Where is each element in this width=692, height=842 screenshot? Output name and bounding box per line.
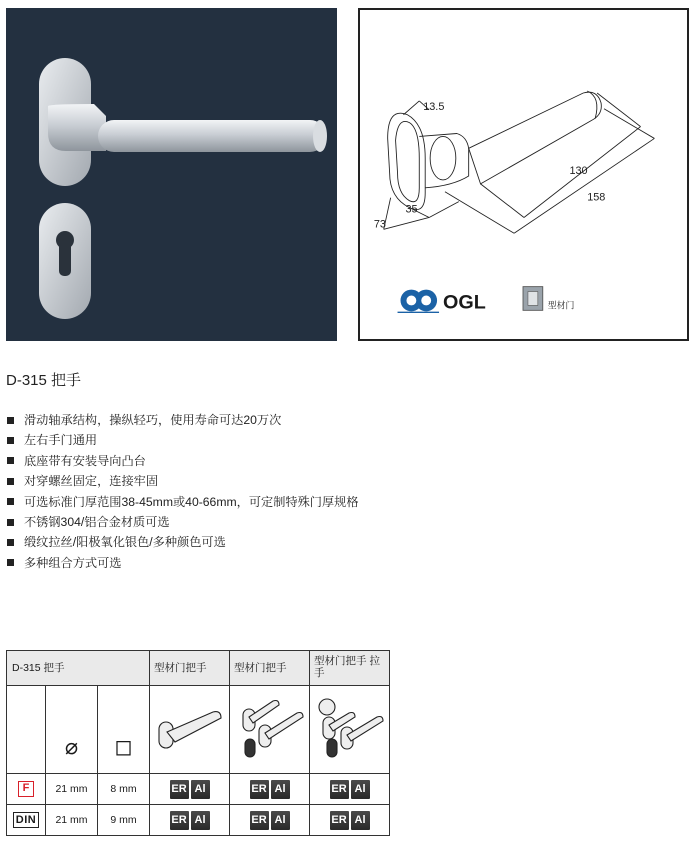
- dim-35: 35: [405, 203, 418, 216]
- list-item: 对穿螺丝固定，连接牢固: [6, 471, 359, 491]
- material-badges: [330, 780, 370, 799]
- er-badge: ER: [170, 780, 189, 799]
- feature-list: [6, 410, 359, 573]
- bullet-icon: [7, 457, 14, 464]
- dim-130: 130: [569, 165, 588, 178]
- material-badges: [170, 811, 210, 830]
- square-value: 8 mm: [98, 774, 150, 805]
- list-item: 多种组合方式可选: [6, 553, 359, 573]
- er-badge: ER: [250, 780, 269, 799]
- material-badges: [250, 811, 290, 830]
- bullet-icon: [7, 519, 14, 526]
- list-item: 缎纹拉丝/阳极氧化银色/多种颜色可选: [6, 532, 359, 552]
- column-header: 型材门把手: [150, 651, 230, 686]
- al-badge: Al: [191, 811, 210, 830]
- column-header: 型材门把手: [230, 651, 310, 686]
- standard-din-badge: DIN: [13, 812, 39, 828]
- ogl-logo-text: OGL: [442, 291, 486, 314]
- bullet-icon: [7, 478, 14, 485]
- al-badge: Al: [351, 780, 370, 799]
- material-badges: [170, 780, 210, 799]
- product-photo: [6, 8, 337, 341]
- ogl-logo: [398, 290, 486, 314]
- al-badge: Al: [351, 811, 370, 830]
- standard-f-badge: F: [18, 781, 34, 797]
- bullet-icon: [7, 437, 14, 444]
- er-badge: ER: [250, 811, 269, 830]
- list-item: 可选标准门厚范围38-45mm或40-66mm，可定制特殊门厚规格: [6, 492, 359, 512]
- list-item: 左右手门通用: [6, 430, 359, 450]
- bullet-icon: [7, 539, 14, 546]
- profile-door-badge: [523, 287, 574, 311]
- material-badges: [250, 780, 290, 799]
- dimension-drawing: [360, 10, 687, 339]
- bullet-icon: [7, 559, 14, 566]
- er-badge: ER: [170, 811, 189, 830]
- technical-drawing-panel: [358, 8, 689, 341]
- dim-13-5: 13.5: [423, 100, 445, 113]
- product-title: D-315 把手: [6, 372, 82, 389]
- er-badge: ER: [330, 811, 349, 830]
- config-pull-icon: [310, 686, 390, 774]
- square-icon: ◻: [114, 733, 133, 759]
- spec-table: [6, 650, 389, 836]
- bullet-icon: [7, 417, 14, 424]
- al-badge: Al: [191, 780, 210, 799]
- column-header: 型材门把手 拉手: [310, 651, 390, 686]
- config-single-icon: [150, 686, 230, 774]
- material-badges: [330, 811, 370, 830]
- handle-photo-illustration: [6, 8, 337, 341]
- list-item: 不锈钢304/铝合金材质可选: [6, 512, 359, 532]
- bullet-icon: [7, 498, 14, 505]
- profile-door-badge-text: 型材门: [547, 300, 575, 311]
- list-item: 底座带有安装导向凸台: [6, 451, 359, 471]
- list-item: 滑动轴承结构，操纵轻巧，使用寿命可达20万次: [6, 410, 359, 430]
- dim-158: 158: [587, 191, 606, 204]
- er-badge: ER: [330, 780, 349, 799]
- diameter-value: 21 mm: [46, 805, 98, 836]
- al-badge: Al: [271, 780, 290, 799]
- al-badge: Al: [271, 811, 290, 830]
- config-double-icon: [230, 686, 310, 774]
- square-value: 9 mm: [98, 805, 150, 836]
- diameter-value: 21 mm: [46, 774, 98, 805]
- diameter-icon: ⌀: [64, 733, 79, 759]
- spec-table-title: D-315 把手: [7, 651, 150, 686]
- dim-73: 73: [373, 218, 386, 231]
